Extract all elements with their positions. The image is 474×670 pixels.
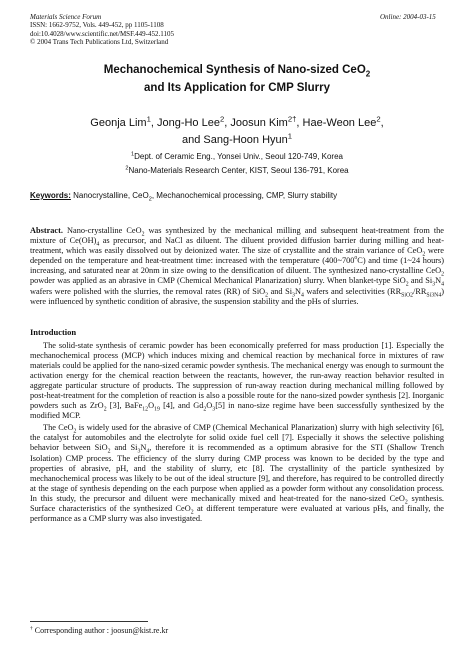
author-name: Joosun Kim xyxy=(230,117,288,129)
affiliations xyxy=(30,150,444,178)
author-list xyxy=(30,115,444,149)
author-name: Geonja Lim xyxy=(90,117,147,129)
issn-line: ISSN: 1662-9752, Vols. 449-452, pp 1105-1108 xyxy=(30,21,164,30)
author-name: Hae-Weon Lee xyxy=(302,117,377,129)
affiliation-2: $^2$Nano-Materials Research Center, KIST, Seoul 136-791, Korea xyxy=(125,165,349,175)
affiliation-1: $^1$Dept. of Ceramic Eng., Yonsei Univ., Seoul 120-749, Korea xyxy=(131,151,343,161)
abstract-label: Abstract. xyxy=(30,226,63,235)
footnote-corresponding-author: † Corresponding author : joosun@kist.re.kr xyxy=(30,625,169,635)
abstract: Abstract. Nano-crystalline CeO$_2$ was synthesized by the mechanical milling and subsequent heat-treatment from the mixture of $Ce(OH)_4$ as precursor, and NaCl as diluent. The diluent provided diffusion barrier during milling and heat-treatment, which was easily dissolved out by deionized water. The size of crystallite and the strain variance of CeO$_2$ were depended on the temperature and heat-treatment time: increased with the temperature (400~700$^o$C) and time (1~24 hours) increasing, and saturated near at 20nm in size owing to the densification of diluent. The synthesized nano-crystalline CeO$_2$ powder was applied as an abrasive in CMP (Chemical Mechanical Planarization) slurry. When blanket-type SiO$_2$ and $Si_3N_4$ wafers were polished with the slurries, the removal rates (RR) of SiO$_2$ and $Si_3N_4$ wafers and selectivities $(RR_{SiO2}/RR_{Si3N4})$ were influenced by synthetic condition of abrasive, the suspension stability and the pHs of slurries. xyxy=(30,226,444,306)
paper-title xyxy=(30,61,444,97)
authors-line-1: Geonja Lim$^1$, Jong-Ho Lee$^2$, Joosun Kim$^{2\dagger}$, Hae-Weon Lee$^2$, xyxy=(90,114,384,129)
doi-line: doi:10.4028/www.scientific.net/MSF.449-452.1105 xyxy=(30,29,174,38)
title-line-2: and Its Application for CMP Slurry xyxy=(144,82,330,94)
intro-paragraph-1: The solid-state synthesis of ceramic powder has been economically preferred for mass production [1]. Especially the mechanochemical process (MCP) which induces mixing and chemical reaction by mechanical force in mixtures of raw materials could be applied for the nano-sized ceramic powder synthesis. The mechanical energy was enough to surmount the activation energy for the chemical reaction between the reactants, however, the run-away reaction behavior resulted in aggregate particular structure of products. The suppression of run-away reaction during mechanical milling followed by post-heat-treatment for the completion of reaction is also a possible route for the nano-sized powder synthesis [2]. Inorganic powders such as ZrO$_2$ [3], $BaFe_{12}O_{19}$ [4], and $Gd_2O_3[5]$ in nano-size regime have been successfully synthesized by the modified MCP. xyxy=(30,341,445,421)
introduction-body xyxy=(30,341,444,526)
authors-line-2: and Sang-Hoon Hyun$^1$ xyxy=(181,131,293,146)
journal-name: Materials Science Forum xyxy=(30,13,102,21)
title-line-1: Mechanochemical Synthesis of Nano-sized CeO$_2$ xyxy=(103,64,371,79)
author-name: Sang-Hoon Hyun xyxy=(203,134,288,146)
copyright-line: © 2004 Trans Tech Publications Ltd, Switzerland xyxy=(30,38,169,47)
keywords: Keywords: Nanocrystalline, CeO$_2$, Mechanochemical processing, CMP, Slurry stability xyxy=(30,191,338,203)
author-name: Jong-Ho Lee xyxy=(156,117,220,129)
footnote-divider xyxy=(30,621,148,622)
intro-paragraph-2: The CeO$_2$ is widely used for the abrasive of CMP (Chemical Mechanical Planarization) slurry with high selectivity [6], the catalyst for automobiles and the electrolyte for solid oxide fuel cell [7]. Especially it shows the selective polishing behavior between SiO$_2$ and $Si_3N_4$, therefore it is recommended as a optimum abrasive for the STI (Shallow Trench Isolation) CMP process. The efficiency of the slurry during CMP process was known to be decided by the type and properties of abrasive, pH, and the stability of slurry, etc [8]. The crystallinity of the particle synthesized by mechanochemical process was likely to be out of the ideal structure [9], and therefore, has required to be controlled directly at the stage of synthesis depending on the each purpose when applied as a powder form without any consolidation process. In this study, the precursor and diluent were mechanically mixed and heat-treated for the nano-sized CeO$_2$ synthesis. Surface characteristics of the synthesized CeO$_2$ at different temperature were evaluated at various pHs, and finally, the performance as a CMP slurry was also investigated. xyxy=(30,423,444,523)
online-date: Online: 2004-03-15 xyxy=(380,13,436,21)
keywords-label: Keywords: xyxy=(30,191,71,200)
journal-header xyxy=(30,13,174,47)
section-title-introduction: Introduction xyxy=(30,327,77,337)
